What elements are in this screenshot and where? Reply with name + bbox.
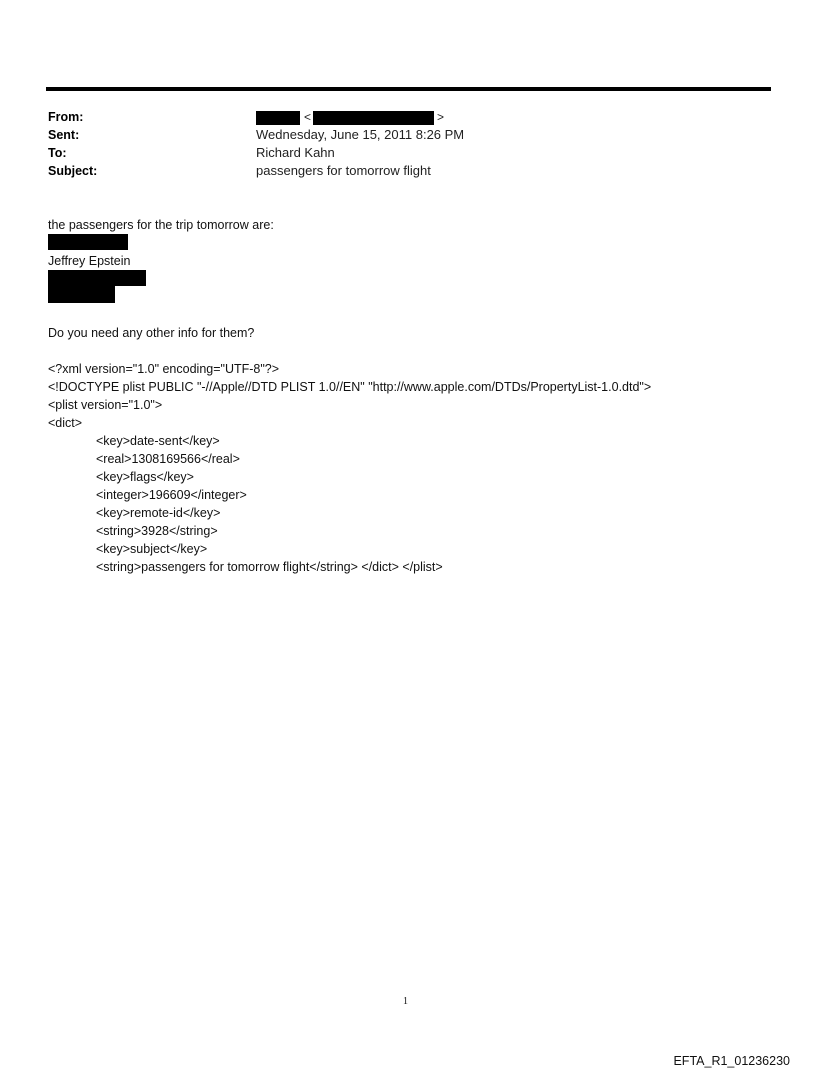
header-divider <box>46 87 771 91</box>
body-passenger-2: Jeffrey Epstein <box>48 254 131 268</box>
xml-line: <real>1308169566</real> <box>96 452 240 466</box>
page-number: 1 <box>403 996 408 1007</box>
to-label: To: <box>48 146 67 160</box>
xml-line: <!DOCTYPE plist PUBLIC "-//Apple//DTD PLIST 1.0//EN" "http://www.apple.com/DTDs/PropertyList-1.0.dtd"> <box>48 380 652 394</box>
from-close-bracket: > <box>437 110 445 124</box>
body-intro: the passengers for the trip tomorrow are: <box>48 218 274 232</box>
redacted-passenger-1 <box>48 234 128 250</box>
xml-line: <string>3928</string> <box>96 524 218 538</box>
xml-line: <integer>196609</integer> <box>96 488 247 502</box>
from-open-bracket: < <box>304 110 312 124</box>
xml-line: <dict> <box>48 416 83 430</box>
subject-label: Subject: <box>48 164 98 178</box>
document-id: EFTA_R1_01236230 <box>673 1054 790 1068</box>
to-value: Richard Kahn <box>256 145 335 160</box>
subject-value: passengers for tomorrow flight <box>256 163 431 178</box>
xml-line: <key>date-sent</key> <box>96 434 220 448</box>
body-question: Do you need any other info for them? <box>48 326 255 340</box>
redacted-sender-name <box>256 111 300 125</box>
redacted-passenger-4 <box>48 286 115 303</box>
redacted-passenger-3 <box>48 270 146 286</box>
sent-value: Wednesday, June 15, 2011 8:26 PM <box>256 127 465 142</box>
xml-line: <key>remote-id</key> <box>96 506 221 520</box>
xml-line: <string>passengers for tomorrow flight</string> </dict> </plist> <box>96 560 443 574</box>
from-label: From: <box>48 110 84 124</box>
xml-line: <key>subject</key> <box>96 542 208 556</box>
sent-label: Sent: <box>48 128 80 142</box>
redacted-sender-email <box>313 111 434 125</box>
xml-line: <?xml version="1.0" encoding="UTF-8"?> <box>48 362 280 376</box>
xml-line: <plist version="1.0"> <box>48 398 163 412</box>
xml-line: <key>flags</key> <box>96 470 194 484</box>
